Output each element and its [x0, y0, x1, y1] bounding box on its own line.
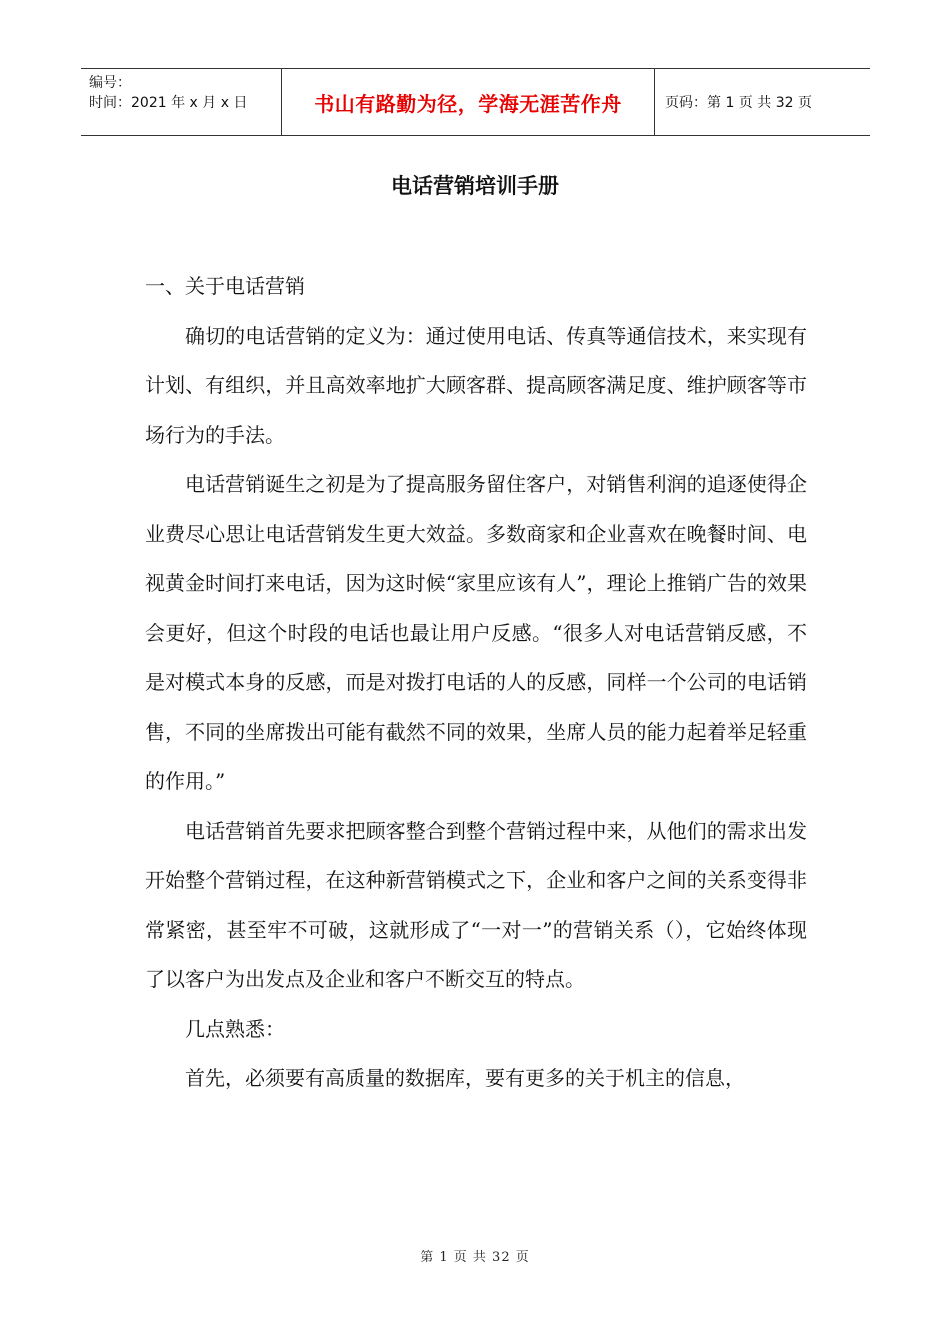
paragraph-history: 电话营销诞生之初是为了提高服务留住客户，对销售利润的追逐使得企业费尽心思让电话营销发生更大效益。多数商家和企业喜欢在晚餐时间、电视黄金时间打来电话，因为这时候“家里应该有人”，理论上推销广告的效果会更好，但这个时段的电话也最让用户反感。“很多人对电话营销反感，不是对模式本身的反感，而是对拨打电话的人的反感，同样一个公司的电话销售，不同的坐席拨出可能有截然不同的效果，坐席人员的能力起着举足轻重的作用。” [145, 472, 807, 793]
header-page-info: 页码：第 1 页 共 32 页 [665, 95, 812, 111]
number-label: 编号： [89, 75, 131, 91]
paragraph-first-point: 首先，必须要有高质量的数据库，要有更多的关于机主的信息， [185, 1066, 745, 1090]
section-heading: 一、关于电话营销 [145, 274, 305, 298]
document-body [145, 262, 807, 1104]
header-motto: 书山有路勤为径，学海无涯苦作舟 [282, 69, 655, 135]
header-table [81, 68, 870, 136]
document-title: 电话营销培训手册 [391, 174, 559, 198]
paragraph-definition: 确切的电话营销的定义为：通过使用电话、传真等通信技术，来实现有计划、有组织，并且高效率地扩大顾客群、提高顾客满足度、维护顾客等市场行为的手法。 [145, 323, 807, 447]
paragraph-points-heading: 几点熟悉： [185, 1016, 285, 1041]
page-footer: 第 1 页 共 32 页 [420, 1250, 530, 1265]
date-label: 时间：2021 年 x 月 x 日 [89, 95, 248, 111]
paragraph-one-to-one: 电话营销首先要求把顾客整合到整个营销过程中来，从他们的需求出发开始整个营销过程，在这种新营销模式之下，企业和客户之间的关系变得非常紧密，甚至牢不可破，这就形成了“一对一”的营销关系（），它始终体现了以客户为出发点及企业和客户不断交互的特点。 [145, 818, 807, 991]
header-meta-cell [81, 69, 282, 135]
